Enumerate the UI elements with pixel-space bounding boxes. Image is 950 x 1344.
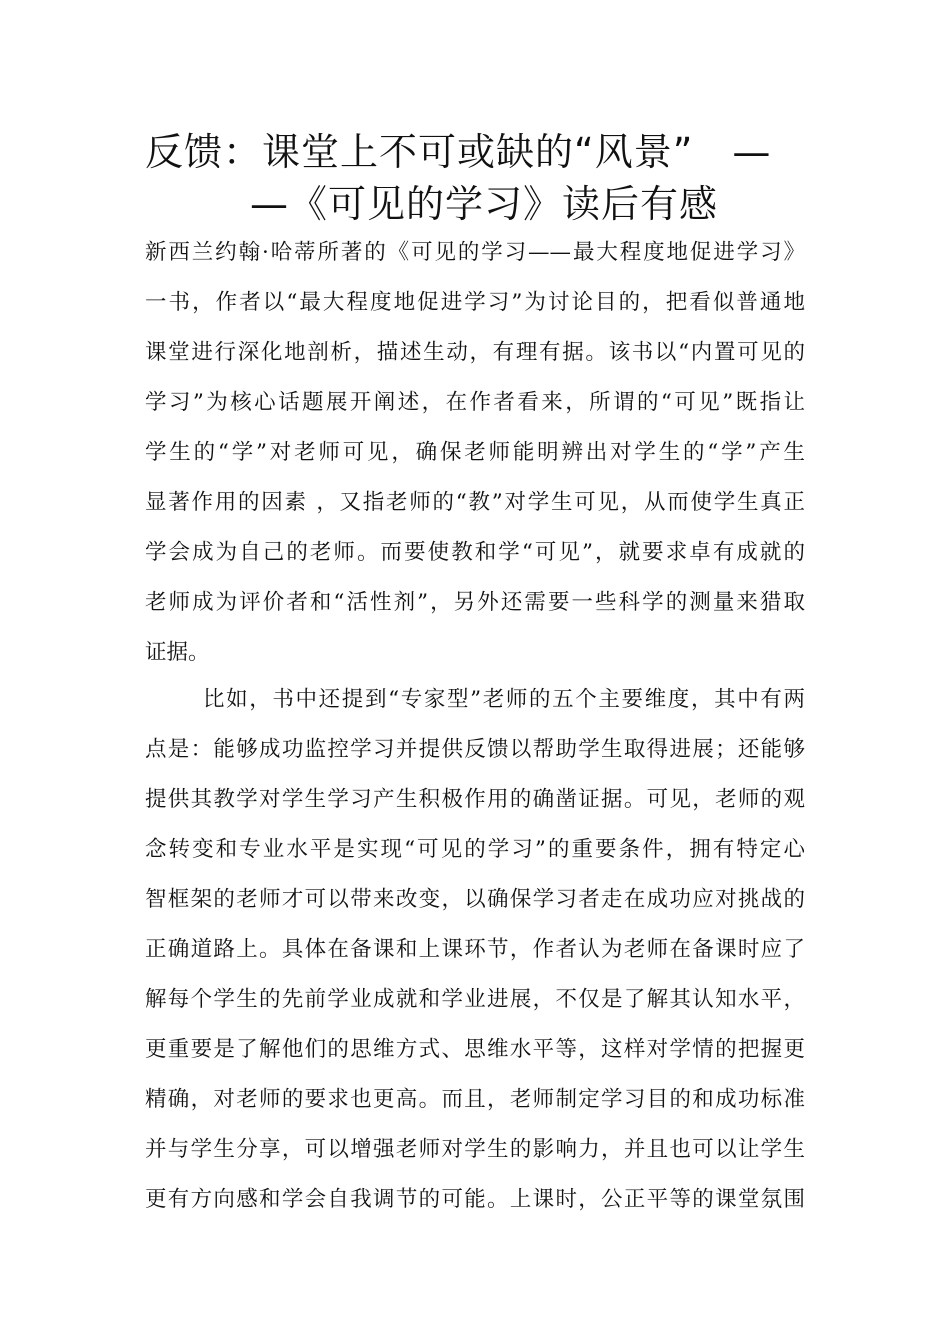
paragraph-line: 学会成为自己的老师。而要使教和学“可见”，就要求卓有成就的 <box>145 540 805 565</box>
paragraph-line: 新西兰约翰·哈蒂所著的《可见的学习——最大程度地促进学习》 <box>145 240 805 265</box>
paragraph-line: 念转变和专业水平是实现“可见的学习”的重要条件，拥有特定心 <box>145 837 805 862</box>
paragraph-line: 精确，对老师的要求也更高。而且，老师制定学习目的和成功标准 <box>145 1087 805 1112</box>
document-title-line-2: —《可见的学习》读后有感 <box>250 182 719 226</box>
paragraph-line: 老师成为评价者和“活性剂”，另外还需要一些科学的测量来猎取 <box>145 590 805 615</box>
paragraph-line: 提供其教学对学生学习产生积极作用的确凿证据。可见，老师的观 <box>145 787 805 812</box>
paragraph-line: 课堂进行深化地剖析，描述生动，有理有据。该书以“内置可见的 <box>145 340 805 365</box>
paragraph-line: 显著作用的因素 ，又指老师的“教”对学生可见，从而使学生真正 <box>145 490 805 515</box>
paragraph-line: 学生的“学”对老师可见，确保老师能明辨出对学生的“学”产生 <box>145 440 805 465</box>
document-title-line-1: 反馈：课堂上不可或缺的“风景” — <box>145 130 772 174</box>
paragraph-line: 学习”为核心话题展开阐述，在作者看来，所谓的“可见”既指让 <box>145 390 805 415</box>
paragraph-line: 一书，作者以“最大程度地促进学习”为讨论目的，把看似普通地 <box>145 290 805 315</box>
paragraph-line: 点是：能够成功监控学习并提供反馈以帮助学生取得进展；还能够 <box>145 737 805 762</box>
paragraph-line: 解每个学生的先前学业成就和学业进展，不仅是了解其认知水平， <box>145 987 805 1012</box>
paragraph-line: 智框架的老师才可以带来改变，以确保学习者走在成功应对挑战的 <box>145 887 805 912</box>
paragraph-line: 正确道路上。具体在备课和上课环节，作者认为老师在备课时应了 <box>145 937 805 962</box>
paragraph-line: 比如，书中还提到“专家型”老师的五个主要维度，其中有两 <box>203 687 805 712</box>
paragraph-line: 并与学生分享，可以增强老师对学生的影响力，并且也可以让学生 <box>145 1137 805 1162</box>
paragraph-line: 更重要是了解他们的思维方式、思维水平等，这样对学情的把握更 <box>145 1037 805 1062</box>
paragraph-line: 证据。 <box>145 640 210 665</box>
paragraph-line: 更有方向感和学会自我调节的可能。上课时，公正平等的课堂氛围 <box>145 1187 805 1212</box>
